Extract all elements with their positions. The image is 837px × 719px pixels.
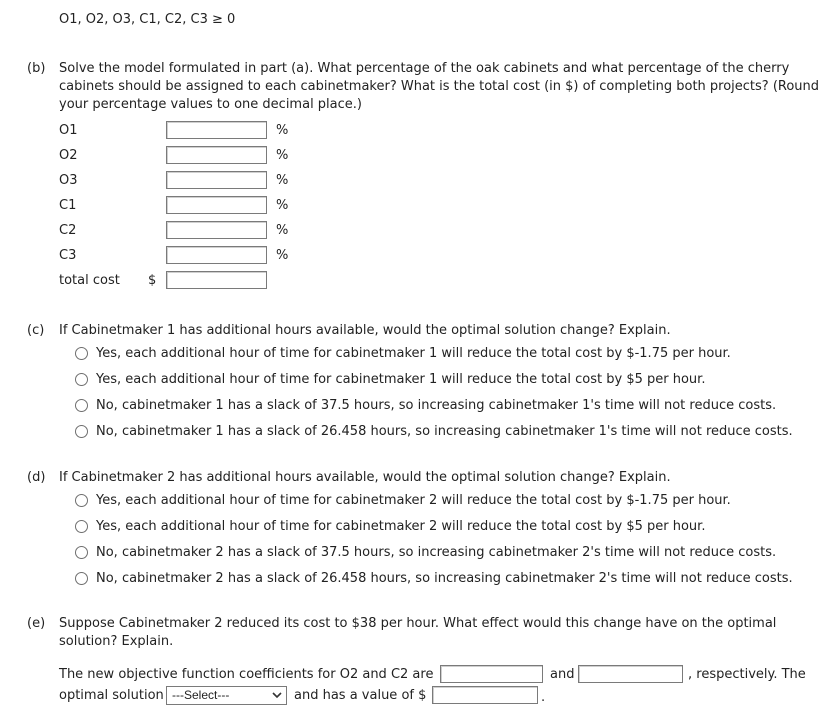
value-input[interactable] (432, 686, 538, 704)
row-label-o1: O1 (59, 123, 78, 138)
o3-input[interactable] (166, 171, 267, 189)
part-d-question: If Cabinetmaker 2 has additional hours available, would the optimal solution change? Explain. (59, 470, 671, 485)
c1-input[interactable] (166, 196, 267, 214)
row-label-o3: O3 (59, 173, 78, 188)
part-c-option-3: No, cabinetmaker 1 has a slack of 37.5 hours, so increasing cabinetmaker 1's time will not reduce costs. (96, 398, 777, 413)
part-d-option-2-radio[interactable] (75, 520, 88, 533)
c2-coefficient-input[interactable] (578, 665, 683, 683)
part-b-line-3: your percentage values to one decimal place.) (59, 97, 362, 112)
row-label-c3: C3 (59, 248, 77, 263)
total-cost-label: total cost (59, 273, 120, 288)
total-cost-input[interactable] (166, 271, 267, 289)
c2-unit: % (276, 223, 289, 238)
part-d-label: (d) (27, 470, 46, 485)
chevron-down-icon (272, 687, 282, 710)
part-d-option-3: No, cabinetmaker 2 has a slack of 37.5 hours, so increasing cabinetmaker 2's time will not reduce costs. (96, 545, 777, 560)
c3-input[interactable] (166, 246, 267, 264)
part-c-label: (c) (27, 323, 45, 338)
part-b-label: (b) (27, 61, 46, 76)
part-e-respectively: , respectively. The (688, 667, 806, 682)
o2-unit: % (276, 148, 289, 163)
part-b-line-2: cabinets should be assigned to each cabinetmaker? What is the total cost (in $) of completing both projects? (Round (59, 79, 820, 94)
o2-input[interactable] (166, 146, 267, 164)
part-c-option-2-radio[interactable] (75, 373, 88, 386)
c1-unit: % (276, 198, 289, 213)
row-label-c2: C2 (59, 223, 77, 238)
part-e-optimal-solution: optimal solution (59, 688, 164, 703)
part-c-option-3-radio[interactable] (75, 399, 88, 412)
part-d-option-4: No, cabinetmaker 2 has a slack of 26.458 hours, so increasing cabinetmaker 2's time will not reduce costs. (96, 571, 793, 586)
part-c-option-4-radio[interactable] (75, 425, 88, 438)
part-e-value-text: and has a value of $ (294, 688, 427, 703)
o1-unit: % (276, 123, 289, 138)
part-b-line-1: Solve the model formulated in part (a). What percentage of the oak cabinets and what percentage of the cherry (59, 61, 790, 76)
o3-unit: % (276, 173, 289, 188)
part-d-option-4-radio[interactable] (75, 572, 88, 585)
part-e-question (59, 615, 776, 651)
part-c-option-1: Yes, each additional hour of time for cabinetmaker 1 will reduce the total cost by $-1.75 per hour. (96, 346, 731, 361)
c3-unit: % (276, 248, 289, 263)
part-e-sentence-start: The new objective function coefficients for O2 and C2 are (59, 667, 434, 682)
part-c-option-4: No, cabinetmaker 1 has a slack of 26.458 hours, so increasing cabinetmaker 1's time will not reduce costs. (96, 424, 793, 439)
part-b-question (59, 60, 819, 114)
row-label-o2: O2 (59, 148, 78, 163)
part-e-label: (e) (27, 616, 46, 631)
c2-input[interactable] (166, 221, 267, 239)
o1-input[interactable] (166, 121, 267, 139)
part-e-and: and (550, 667, 575, 682)
o2-coefficient-input[interactable] (440, 665, 543, 683)
part-c-option-2: Yes, each additional hour of time for cabinetmaker 1 will reduce the total cost by $5 per hour. (96, 372, 706, 387)
row-label-c1: C1 (59, 198, 77, 213)
select-value: ---Select--- (172, 688, 230, 702)
part-d-option-2: Yes, each additional hour of time for cabinetmaker 2 will reduce the total cost by $5 per hour. (96, 519, 706, 534)
part-e-line-2: solution? Explain. (59, 634, 174, 649)
constraints-line: O1, O2, O3, C1, C2, C3 ≥ 0 (59, 12, 236, 27)
optimal-solution-select[interactable] (166, 686, 287, 705)
part-e-line-1: Suppose Cabinetmaker 2 reduced its cost to $38 per hour. What effect would this change have on the optimal (59, 616, 777, 631)
part-c-option-1-radio[interactable] (75, 347, 88, 360)
part-e-period: . (541, 690, 546, 705)
part-d-option-1: Yes, each additional hour of time for cabinetmaker 2 will reduce the total cost by $-1.75 per hour. (96, 493, 731, 508)
part-d-option-3-radio[interactable] (75, 546, 88, 559)
part-c-question: If Cabinetmaker 1 has additional hours available, would the optimal solution change? Explain. (59, 323, 671, 338)
total-cost-currency: $ (148, 273, 157, 288)
part-d-option-1-radio[interactable] (75, 494, 88, 507)
